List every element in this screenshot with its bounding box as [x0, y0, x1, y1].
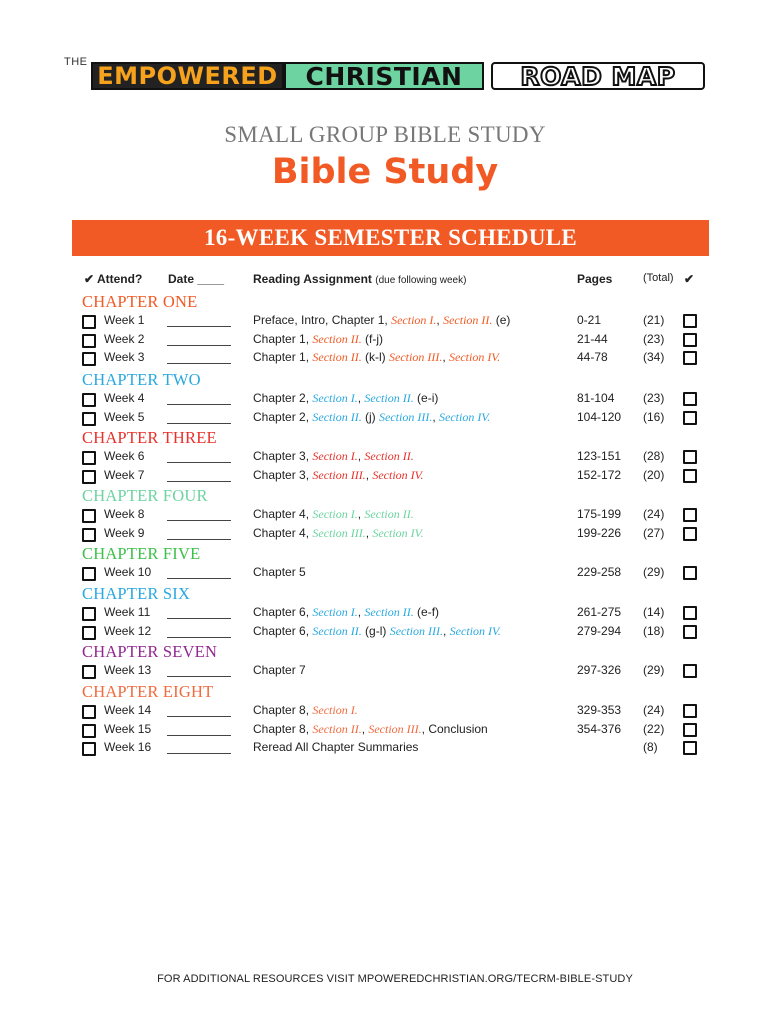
section-reference: Section IV. — [372, 467, 424, 482]
header-pages: Pages — [577, 272, 613, 286]
section-reference: Section II. — [312, 623, 362, 638]
pages-range: 81-104 — [577, 391, 615, 405]
attend-checkbox[interactable] — [82, 607, 96, 621]
section-reference: Section II. — [312, 350, 362, 365]
pages-range: 329-353 — [577, 703, 622, 717]
schedule-banner: 16-WEEK SEMESTER SCHEDULE — [72, 220, 709, 256]
date-field[interactable] — [167, 703, 231, 717]
week-label: Week 4 — [104, 391, 145, 405]
assignment-text: (e) — [492, 313, 511, 327]
schedule-row — [0, 722, 770, 740]
schedule-row — [0, 391, 770, 409]
reading-assignment — [253, 722, 488, 737]
assignment-text: Chapter 6, — [253, 605, 313, 619]
week-label: Week 5 — [104, 409, 145, 424]
assignment-text: , — [357, 507, 365, 521]
done-checkbox[interactable] — [683, 392, 697, 406]
section-reference: Section I. — [312, 605, 358, 619]
section-reference: Section III. — [368, 721, 422, 736]
assignment-text: , — [357, 449, 365, 463]
assignment-text: Chapter 3, — [253, 449, 313, 463]
week-label: Week 1 — [104, 313, 145, 327]
assignment-text: Chapter 2, — [253, 391, 313, 405]
section-reference: Section III. — [389, 623, 443, 638]
assignment-text: (j) — [361, 409, 380, 424]
section-reference: Section II. — [443, 313, 493, 327]
check-icon: ✔ — [84, 272, 97, 286]
reading-assignment — [253, 565, 306, 579]
assignment-text: Chapter 5 — [253, 565, 306, 579]
date-field[interactable] — [167, 468, 231, 482]
schedule-row — [0, 663, 770, 681]
week-label: Week 8 — [104, 507, 145, 521]
date-field[interactable] — [167, 526, 231, 540]
pages-range: 229-258 — [577, 565, 622, 579]
assignment-text: (f-j) — [361, 331, 384, 346]
schedule-row — [0, 350, 770, 368]
done-checkbox[interactable] — [683, 723, 697, 737]
assignment-text: Chapter 2, — [253, 409, 313, 424]
week-label: Week 15 — [104, 721, 152, 736]
header-reading-label: Reading Assignment — [253, 272, 372, 286]
chapter-heading: CHAPTER FIVE — [82, 544, 201, 563]
attend-checkbox[interactable] — [82, 393, 96, 407]
assignment-text: , — [357, 391, 365, 405]
chapter-heading: CHAPTER SEVEN — [82, 642, 218, 661]
section-reference: Section I. — [312, 507, 358, 521]
assignment-text: (e-f) — [413, 605, 440, 619]
schedule-row — [0, 740, 770, 758]
date-field[interactable] — [167, 350, 231, 364]
schedule-row — [0, 624, 770, 642]
assignment-text: , — [432, 409, 439, 424]
assignment-text: Chapter 7 — [253, 663, 306, 677]
section-reference: Section III. — [312, 525, 366, 540]
pages-total: (27) — [643, 525, 665, 540]
reading-assignment — [253, 313, 510, 328]
reading-assignment — [253, 391, 438, 406]
attend-checkbox[interactable] — [82, 665, 96, 679]
pages-total: (34) — [643, 350, 665, 365]
reading-assignment — [253, 332, 383, 347]
done-checkbox[interactable] — [683, 741, 697, 755]
done-checkbox[interactable] — [683, 333, 697, 347]
reading-assignment — [253, 468, 423, 483]
done-checkbox[interactable] — [683, 606, 697, 620]
section-reference: Section III. — [389, 350, 443, 365]
assignment-text: Chapter 4, — [253, 525, 313, 540]
date-field[interactable] — [167, 663, 231, 677]
section-reference: Section IV. — [372, 525, 424, 540]
logo-word-empowered: EMPOWERED — [91, 62, 284, 90]
schedule-row — [0, 313, 770, 331]
assignment-text: Chapter 8, — [253, 703, 313, 717]
pages-total: (8) — [643, 740, 658, 755]
chapter-heading: CHAPTER EIGHT — [82, 682, 214, 701]
assignment-text: Chapter 6, — [253, 623, 313, 638]
done-checkbox[interactable] — [683, 469, 697, 483]
done-checkbox[interactable] — [683, 527, 697, 541]
pages-range: 21-44 — [577, 331, 608, 346]
pages-range: 354-376 — [577, 721, 622, 736]
section-reference: Section IV. — [449, 623, 501, 638]
reading-assignment — [253, 526, 423, 541]
logo-word-christian: CHRISTIAN — [284, 62, 484, 90]
header-attend-label: Attend? — [96, 272, 143, 286]
assignment-text: , — [442, 350, 449, 365]
attend-checkbox[interactable] — [82, 705, 96, 719]
chapter-heading: CHAPTER TWO — [82, 370, 201, 389]
assignment-text: , — [436, 313, 444, 327]
done-checkbox[interactable] — [683, 450, 697, 464]
done-checkbox[interactable] — [683, 625, 697, 639]
section-reference: Section II. — [312, 409, 362, 424]
pages-total: (14) — [643, 605, 665, 619]
week-label: Week 11 — [104, 605, 151, 619]
assignment-text: Chapter 4, — [253, 507, 313, 521]
pages-range: 297-326 — [577, 663, 622, 677]
reading-assignment — [253, 410, 490, 425]
attend-checkbox[interactable] — [82, 451, 96, 465]
date-field[interactable] — [167, 391, 231, 405]
date-field[interactable] — [167, 740, 231, 754]
assignment-text: (k-l) — [361, 350, 390, 365]
pages-range: 175-199 — [577, 507, 622, 521]
section-reference: Section I. — [391, 313, 437, 327]
assignment-text: (e-i) — [413, 391, 439, 405]
header-attend — [84, 272, 142, 286]
pages-range: 199-226 — [577, 525, 622, 540]
section-reference: Section I. — [312, 449, 358, 463]
attend-checkbox[interactable] — [82, 509, 96, 523]
pages-range: 261-275 — [577, 605, 622, 619]
section-reference: Section II. — [364, 507, 414, 521]
chapter-heading: CHAPTER THREE — [82, 428, 217, 447]
reading-assignment — [253, 703, 358, 718]
reading-assignment — [253, 350, 500, 365]
chapter-heading: CHAPTER ONE — [82, 292, 198, 311]
done-checkbox[interactable] — [683, 704, 697, 718]
date-field[interactable] — [167, 722, 231, 736]
reading-assignment — [253, 740, 418, 754]
pages-range: 123-151 — [577, 449, 622, 463]
section-reference: Section III. — [312, 467, 366, 482]
pages-total: (29) — [643, 663, 665, 677]
date-field[interactable] — [167, 410, 231, 424]
week-label: Week 7 — [104, 467, 145, 482]
header-total: (Total) — [643, 272, 674, 284]
schedule-row — [0, 526, 770, 544]
reading-assignment — [253, 449, 414, 464]
pages-total: (28) — [643, 449, 665, 463]
page-subtitle: SMALL GROUP BIBLE STUDY — [224, 122, 546, 147]
reading-assignment — [253, 605, 439, 620]
pages-total: (20) — [643, 467, 665, 482]
done-checkbox[interactable] — [683, 566, 697, 580]
chapter-heading: CHAPTER FOUR — [82, 486, 208, 505]
pages-total: (24) — [643, 507, 665, 521]
date-field[interactable] — [167, 313, 231, 327]
page-title: Bible Study — [271, 152, 499, 192]
assignment-text: , — [365, 525, 373, 540]
date-field[interactable] — [167, 605, 231, 619]
done-checkbox[interactable] — [683, 411, 697, 425]
date-field[interactable] — [167, 624, 231, 638]
week-label: Week 3 — [104, 350, 145, 365]
week-label: Week 14 — [104, 703, 152, 717]
reading-assignment — [253, 507, 414, 522]
week-label: Week 2 — [104, 331, 145, 346]
date-field[interactable] — [167, 565, 231, 579]
attend-checkbox[interactable] — [82, 742, 96, 756]
reading-assignment — [253, 624, 501, 639]
pages-total: (29) — [643, 565, 665, 579]
header-reading — [253, 272, 466, 286]
assignment-text: Reread All Chapter Summaries — [253, 740, 419, 755]
week-label: Week 9 — [104, 525, 145, 540]
assignment-text: , Conclusion — [421, 721, 488, 736]
section-reference: Section IV. — [449, 350, 501, 365]
done-checkbox[interactable] — [683, 351, 697, 365]
pages-total: (22) — [643, 721, 665, 736]
pages-range: 152-172 — [577, 467, 622, 482]
header-reading-note: (due following week) — [375, 275, 467, 286]
schedule-row — [0, 332, 770, 350]
schedule-row — [0, 410, 770, 428]
pages-total: (23) — [643, 331, 665, 346]
attend-checkbox[interactable] — [82, 352, 96, 366]
week-label: Week 12 — [104, 623, 152, 638]
done-checkbox[interactable] — [683, 664, 697, 678]
pages-total: (18) — [643, 623, 665, 638]
attend-checkbox[interactable] — [82, 470, 96, 484]
week-label: Week 16 — [104, 740, 152, 755]
section-reference: Section II. — [312, 331, 362, 346]
attend-checkbox[interactable] — [82, 626, 96, 640]
attend-checkbox[interactable] — [82, 567, 96, 581]
schedule-row — [0, 605, 770, 623]
week-label: Week 13 — [104, 663, 152, 677]
week-label: Week 10 — [104, 565, 152, 579]
pages-range: 279-294 — [577, 623, 622, 638]
assignment-text: (g-l) — [361, 623, 390, 638]
attend-checkbox[interactable] — [82, 724, 96, 738]
section-reference: Section III. — [379, 409, 433, 424]
assignment-text: Chapter 1, — [253, 350, 313, 365]
reading-assignment — [253, 663, 306, 677]
schedule-row — [0, 468, 770, 486]
date-field[interactable] — [167, 332, 231, 346]
attend-checkbox[interactable] — [82, 334, 96, 348]
section-reference: Section II. — [364, 391, 414, 405]
logo-word-road-map: ROAD MAP — [491, 62, 705, 90]
done-checkbox[interactable] — [683, 508, 697, 522]
schedule-row — [0, 565, 770, 583]
chapter-heading: CHAPTER SIX — [82, 584, 191, 603]
schedule-row — [0, 703, 770, 721]
assignment-text: , — [361, 721, 369, 736]
pages-range: 0-21 — [577, 313, 602, 327]
assignment-text: Preface, Intro, Chapter 1, — [253, 313, 392, 327]
section-reference: Section IV. — [439, 409, 491, 424]
header-date: Date ____ — [168, 272, 225, 286]
attend-checkbox[interactable] — [82, 315, 96, 329]
done-checkbox[interactable] — [683, 314, 697, 328]
pages-range: 104-120 — [577, 409, 622, 424]
assignment-text: Chapter 3, — [253, 467, 313, 482]
attend-checkbox[interactable] — [82, 412, 96, 426]
logo-prefix: THE — [64, 56, 88, 68]
pages-total: (23) — [643, 391, 665, 405]
pages-total: (16) — [643, 409, 665, 424]
schedule-row — [0, 449, 770, 467]
week-label: Week 6 — [104, 449, 145, 463]
pages-total: (24) — [643, 703, 665, 717]
date-field[interactable] — [167, 507, 231, 521]
pages-range: 44-78 — [577, 350, 608, 365]
section-reference: Section I. — [312, 391, 358, 405]
date-field[interactable] — [167, 449, 231, 463]
attend-checkbox[interactable] — [82, 528, 96, 542]
pages-total: (21) — [643, 313, 665, 327]
assignment-text: , — [357, 605, 365, 619]
assignment-text: Chapter 8, — [253, 721, 313, 736]
section-reference: Section II. — [364, 449, 414, 463]
section-reference: Section II. — [312, 721, 362, 736]
assignment-text: , — [443, 623, 450, 638]
section-reference: Section II. — [364, 605, 414, 619]
section-reference: Section I. — [312, 703, 358, 717]
assignment-text: , — [365, 467, 373, 482]
schedule-row — [0, 507, 770, 525]
assignment-text: Chapter 1, — [253, 331, 313, 346]
header-check-icon: ✔ — [684, 272, 695, 286]
footer-resources: FOR ADDITIONAL RESOURCES VISIT MPOWEREDCHRISTIAN.ORG/TECRM-BIBLE-STUDY — [157, 973, 633, 985]
